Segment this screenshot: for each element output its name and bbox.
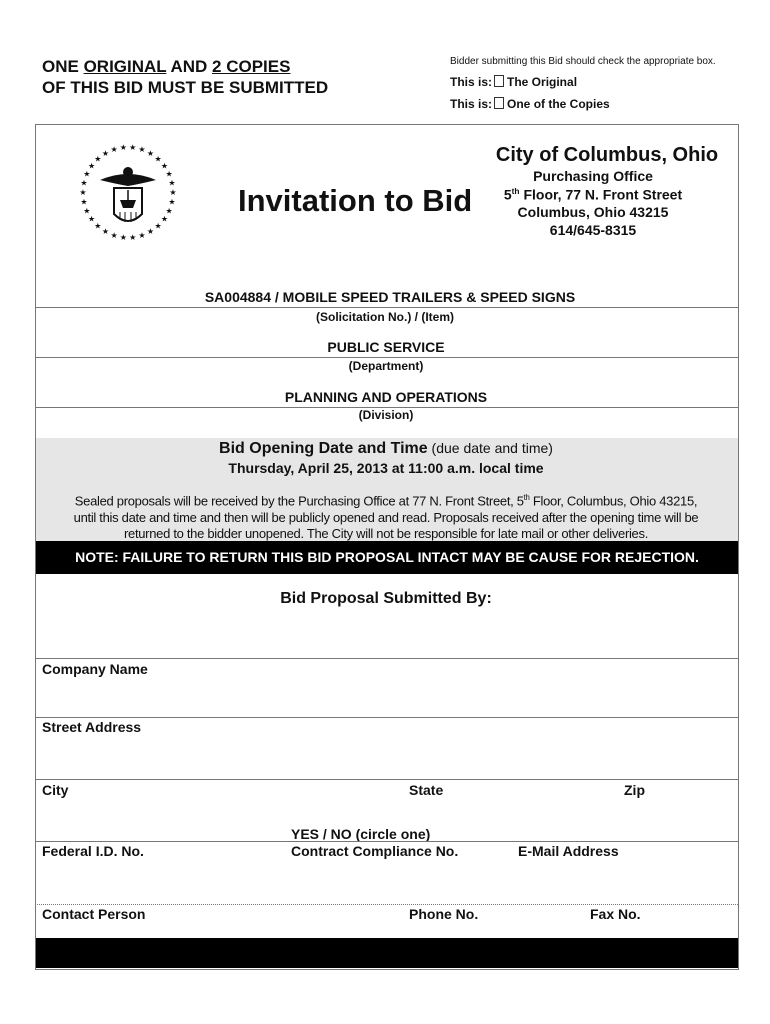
- seal-star-icon: ★: [101, 149, 110, 159]
- office-name: Purchasing Office: [533, 168, 653, 184]
- seal-star-icon: ★: [80, 197, 88, 207]
- copies-requirement-line2: OF THIS BID MUST BE SUBMITTED: [42, 78, 329, 97]
- text: ONE: [42, 57, 84, 76]
- seal-star-icon: ★: [88, 161, 96, 171]
- text: (due date and time): [427, 440, 553, 456]
- department-label: (Department): [348, 359, 424, 373]
- divider: [35, 307, 738, 308]
- zip-field[interactable]: Zip: [624, 782, 645, 798]
- seal-star-icon: ★: [94, 221, 102, 231]
- seal-star-icon: ★: [83, 206, 91, 216]
- option-original[interactable]: [450, 75, 577, 89]
- seal-star-icon: ★: [154, 221, 162, 231]
- seal-star-icon: ★: [83, 169, 91, 179]
- seal-star-icon: ★: [129, 143, 137, 153]
- office-address: [504, 186, 682, 203]
- text: th: [523, 493, 530, 502]
- office-city: City of Columbus, Ohio: [495, 144, 719, 166]
- text: Floor, Columbus, Ohio 43215,: [529, 493, 698, 509]
- seal-star-icon: ★: [146, 226, 155, 236]
- seal-star-icon: ★: [154, 154, 162, 164]
- divider: [35, 658, 738, 659]
- check-instruction: Bidder submitting this Bid should check the appropriate box.: [450, 56, 716, 67]
- seal-star-icon: ★: [165, 206, 173, 216]
- seal-star-icon: ★: [168, 178, 176, 188]
- option-copy[interactable]: [450, 97, 610, 111]
- seal-star-icon: ★: [138, 145, 146, 155]
- text: th: [511, 186, 520, 196]
- bid-paragraph-line1: [75, 493, 697, 508]
- city-seal-icon: [78, 142, 178, 242]
- divider: [35, 717, 738, 718]
- seal-star-icon: ★: [101, 226, 110, 236]
- seal-star-icon: ★: [88, 214, 96, 224]
- division-label: (Division): [358, 408, 414, 422]
- federal-id-field[interactable]: Federal I.D. No.: [42, 843, 144, 859]
- bid-opening-heading: [219, 440, 553, 458]
- seal-star-icon: ★: [165, 169, 173, 179]
- seal-star-icon: ★: [169, 188, 177, 197]
- text: Floor, 77 N. Front Street: [519, 186, 683, 203]
- fax-field[interactable]: Fax No.: [590, 906, 641, 922]
- seal-star-icon: ★: [146, 149, 155, 159]
- yes-no-circle[interactable]: YES / NO (circle one): [291, 826, 431, 842]
- divider: [35, 841, 738, 842]
- seal-star-icon: ★: [119, 143, 127, 153]
- street-address-field[interactable]: Street Address: [42, 719, 142, 735]
- phone-field[interactable]: Phone No.: [409, 906, 479, 922]
- note-text: NOTE: FAILURE TO RETURN THIS BID PROPOSAL INTACT MAY BE CAUSE FOR REJECTION.: [75, 549, 699, 565]
- text: Sealed proposals will be received by the Purchasing Office at 77 N. Front Street, 5: [74, 493, 524, 509]
- city-field[interactable]: City: [42, 782, 69, 798]
- seal-star-icon: ★: [110, 230, 118, 240]
- contact-person-field[interactable]: Contact Person: [42, 906, 146, 922]
- divider: [35, 357, 738, 358]
- office-city-zip: Columbus, Ohio 43215: [517, 204, 669, 220]
- seal-star-icon: ★: [110, 145, 118, 155]
- department-value: PUBLIC SERVICE: [327, 339, 445, 355]
- divider: [35, 779, 738, 780]
- footer-bar: [36, 938, 738, 968]
- bid-paragraph-line2: until this date and time and then will be publicly opened and read. Proposals received after the opening time will be: [73, 510, 699, 525]
- seal-star-icon: ★: [138, 230, 146, 240]
- bid-opening-datetime: Thursday, April 25, 2013 at 11:00 a.m. local time: [228, 460, 544, 476]
- seal-star-icon: ★: [129, 232, 137, 242]
- solicitation-value: SA004884 / MOBILE SPEED TRAILERS & SPEED SIGNS: [204, 289, 576, 305]
- state-field[interactable]: State: [409, 782, 444, 798]
- office-phone: 614/645-8315: [549, 222, 637, 238]
- form-heading: Bid Proposal Submitted By:: [280, 590, 492, 607]
- seal-star-icon: ★: [79, 188, 87, 197]
- seal-star-icon: ★: [160, 214, 168, 224]
- email-field[interactable]: E-Mail Address: [518, 843, 619, 859]
- bid-paragraph-line3: returned to the bidder unopened. The City will not be responsible for late mail or other deliveries.: [123, 526, 649, 541]
- seal-star-icon: ★: [94, 154, 102, 164]
- seal-star-icon: ★: [168, 197, 176, 207]
- seal-star-icon: ★: [160, 161, 168, 171]
- solicitation-label: (Solicitation No.) / (Item): [316, 310, 454, 324]
- text: Bid Opening Date and Time: [219, 440, 428, 457]
- page-title: Invitation to Bid: [238, 183, 473, 218]
- text: ORIGINAL: [83, 57, 167, 76]
- seal-star-icon: ★: [119, 232, 127, 242]
- text: One of the Copies: [507, 97, 610, 111]
- text: AND: [166, 57, 213, 76]
- copies-requirement-line1: [42, 57, 290, 77]
- text: 5: [503, 186, 512, 203]
- text: This is:: [450, 97, 493, 111]
- checkbox-copy[interactable]: [494, 97, 504, 109]
- contract-compliance-field[interactable]: Contract Compliance No.: [291, 843, 459, 859]
- checkbox-original[interactable]: [494, 75, 504, 87]
- seal-star-icon: ★: [80, 178, 88, 188]
- text: The Original: [507, 75, 578, 89]
- company-name-field[interactable]: Company Name: [42, 661, 148, 677]
- text: This is:: [450, 75, 493, 89]
- divider: [35, 904, 738, 905]
- text: 2 COPIES: [212, 57, 291, 76]
- division-value: PLANNING AND OPERATIONS: [284, 389, 488, 405]
